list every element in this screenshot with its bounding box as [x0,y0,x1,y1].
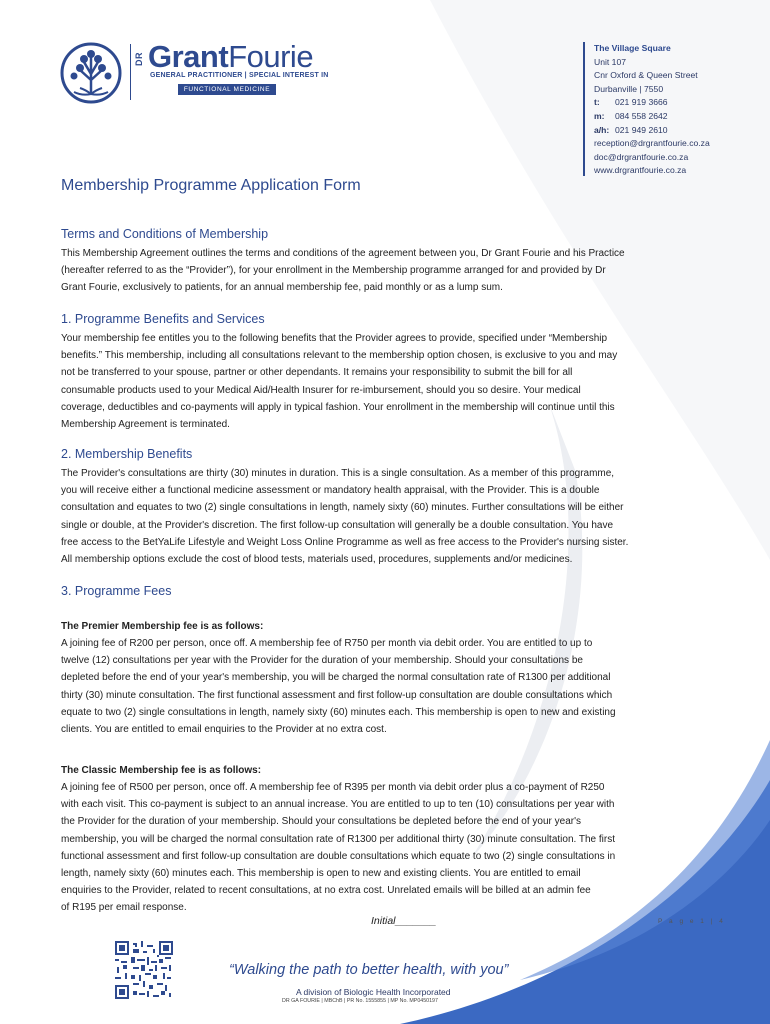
paragraph-line: consultation and equates to two (2) single consultations in length, namely sixty (60) minutes. Further consultations will be either [61,502,624,514]
paragraph-line: you will receive either a functional medicine assessment or mandatory health appraisal, with the Provider. This is a double [61,485,600,497]
paragraph-line: Grant Fourie, exclusively to patients, for an annual membership fee, paid monthly or as a lump sum. [61,282,503,294]
logo-specialty-pill: FUNCTIONAL MEDICINE [178,84,276,95]
paragraph-line: the Provider for the duration of your membership. Should your consultations be depleted before the end of your year's [61,816,581,828]
paragraph-line: benefits.” This membership, including all consultations relevant to the membership option chosen, is exclusive to you and may [61,350,618,362]
paragraph-line: free access to the BetYaLife Lifestyle and Weight Loss Online Programme as well as free access to the Provider's nursing sister. [61,536,629,548]
page-number: P a g e 1 | 4 [658,918,726,925]
terms-heading: Terms and Conditions of Membership [61,227,269,241]
membership-benefits-paragraph [61,465,721,568]
paragraph-line: length, namely sixty (60) minutes each. This membership is open to new and existing clients. You are entitled to email [61,868,581,880]
contact-city: Durbanville | 7550 [594,83,664,94]
logo-divider [130,44,131,100]
membership-benefits-heading: 2. Membership Benefits [61,447,193,461]
paragraph-line: clients. You are entitled to email enquiries to the Provider at no extra cost. [61,724,387,736]
benefits-services-paragraph [61,330,721,433]
paragraph-line: depleted before the end of your year's membership, you will be charged the normal consultation rate of R1300 per additional [61,672,611,684]
paragraph-line: equate to two (2) single consultations in length, namely sixty (60) minutes each. This membership is open to new and existing [61,706,616,718]
paragraph-line: The Provider's consultations are thirty (30) minutes in duration. This is a single consultation. As a member of this programme, [61,468,615,479]
tree-logo-icon [60,42,122,104]
classic-fee-heading: The Classic Membership fee is as follows: [61,765,262,776]
paragraph-line: coverage, deductibles and co-payments will apply in typical fashion. Your enrollment in the membership will continue until this [61,401,615,413]
contact-divider [583,42,585,176]
paragraph-line: Membership Agreement is terminated. [61,419,230,431]
page-title: Membership Programme Application Form [61,177,361,194]
footer-division: A division of Biologic Health Incorporated [296,987,451,997]
initial-signature-field[interactable]: Initial_______ [371,915,437,927]
paragraph-line: thirty (30) minute consultation. The first functional assessment and first follow-up consultation are double consultations which [61,689,613,701]
paragraph-line: single or double, at the Provider's discretion. The first follow-up consultation will generally be a double consultation. You have [61,519,614,531]
terms-paragraph [61,245,721,297]
paragraph-line: twelve (12) consultations per year with the Provider for the duration of your membership. Should your consultations be [61,655,583,667]
logo-subtitle: GENERAL PRACTITIONER | SPECIAL INTEREST IN [150,72,329,79]
contact-email-reception[interactable]: reception@drgrantfourie.co.za [594,138,710,149]
paragraph-line: A joining fee of R200 per person, once off. A membership fee of R750 per month via debit order. You are entitled to up to [61,638,593,649]
contact-mobile: m: 084 558 2642 [594,110,668,121]
contact-after-hours: a/h: 021 949 2610 [594,124,668,135]
contact-unit: Unit 107 [594,56,627,67]
paragraph-line: with each visit. This co-payment is subject to an annual increase. You are entitled to up to ten (10) consultations per year with [61,799,615,811]
classic-fee-paragraph [61,779,721,917]
paragraph-line: consumable products used to your Medical Aid/Health Insurer for re-imbursement, should you so desire. Your medical [61,384,581,396]
logo-first-name: Grant [148,39,229,74]
logo-wordmark [148,40,313,74]
paragraph-line: functional assessment and first follow-up consultation are double consultations which equate to two (2) single consultations in [61,850,616,862]
logo-last-name: Fourie [228,39,314,74]
premier-fee-paragraph [61,635,721,738]
premier-fee-heading: The Premier Membership fee is as follows: [61,621,264,632]
paragraph-line: enquiries to the Provider, related to recent consultations, at no extra cost. Unrelated emails will be billed at an admin fee [61,885,591,897]
qr-code-icon [115,941,173,999]
paragraph-line: All membership options exclude the cost of blood tests, materials used, procedures, supplements and/or medicines. [61,554,573,566]
footer-slogan: “Walking the path to better health, with you” [229,962,509,978]
contact-website[interactable]: www.drgrantfourie.co.za [594,165,687,176]
programme-fees-heading: 3. Programme Fees [61,584,172,598]
contact-email-doc[interactable]: doc@drgrantfourie.co.za [594,151,689,162]
logo-dr-prefix: DR [134,52,144,66]
paragraph-line: This Membership Agreement outlines the terms and conditions of the agreement between you, Dr Grant Fourie and his Practice [61,248,625,259]
contact-building: The Village Square [594,43,671,53]
footer-registration: DR GA FOURIE | MBChB | PR No. 1555855 | MP No. MP0450197 [282,998,438,1004]
paragraph-line: membership, you will be charged the normal consultation rate of R1300 per additional thirty (30) minute consultation. The first [61,833,615,845]
contact-telephone: t: 021 919 3666 [594,97,668,108]
contact-street: Cnr Oxford & Queen Street [594,70,698,81]
paragraph-line: Your membership fee entitles you to the following benefits that the Provider agrees to provide, specified under “Membership [61,333,608,344]
benefits-services-heading: 1. Programme Benefits and Services [61,312,265,326]
paragraph-line: (hereafter referred to as the “Provider”), for your enrollment in the Membership programme arranged for and provided by Dr [61,265,606,277]
paragraph-line: not be transferred to your spouse, partner or other dependants. It remains your responsibility to submit the bill for all [61,367,573,379]
contact-block [594,42,710,178]
paragraph-line: of R195 per email response. [61,902,187,914]
paragraph-line: A joining fee of R500 per person, once off. A membership fee of R395 per month via debit order plus a co-payment of R250 [61,782,605,793]
